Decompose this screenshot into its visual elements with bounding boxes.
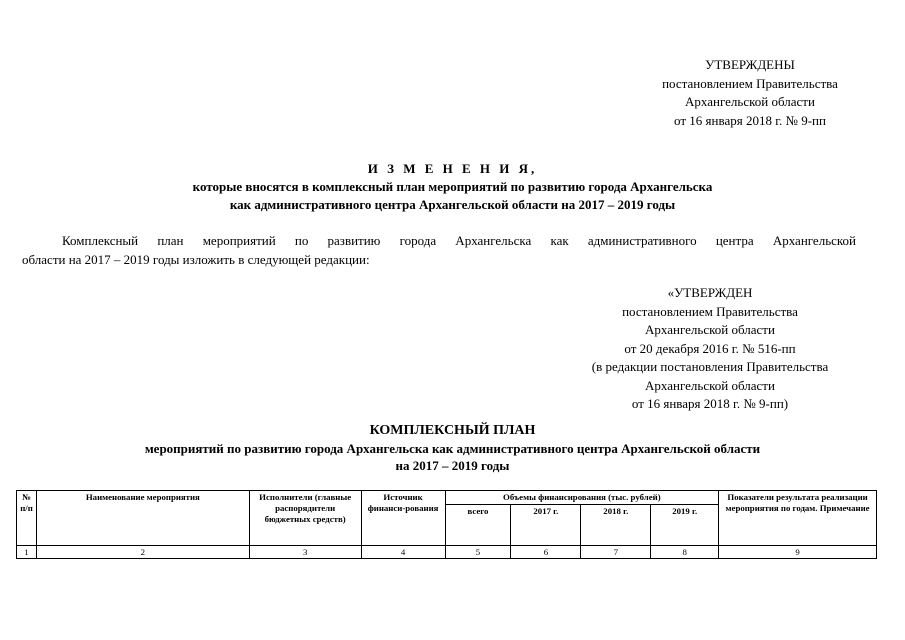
approval-line: Архангельской области [685,94,815,109]
column-number: 7 [581,546,651,559]
header-executors: Исполнители (главные распорядители бюджетных средств) [249,491,361,546]
plan-heading [60,422,845,474]
approval-stamp-2 [560,284,860,414]
plan-title: КОМПЛЕКСНЫЙ ПЛАН [369,423,536,438]
header-name: Наименование мероприятия [36,491,249,546]
intro-line: Комплексный план мероприятий по развитию города Архангельска как административного центра Архангельской [62,233,856,248]
changes-title: И З М Е Н Е Н И Я, [367,161,538,176]
approval2-line: Архангельской области [645,322,775,337]
header-source: Источник финанси-рования [361,491,445,546]
approval2-title: «УТВЕРЖДЕН [667,285,753,300]
header-num: № п/п [17,491,37,546]
table-header-row [17,491,877,505]
column-number: 3 [249,546,361,559]
intro-paragraph [22,231,856,269]
approval2-line: от 20 декабря 2016 г. № 516-пп [624,340,796,356]
approval2-line: постановлением Правительства [622,303,798,319]
changes-subtitle-line: как административного центра Архангельской области на 2017 – 2019 годы [229,197,676,212]
header-funding: Объемы финансирования (тыс. рублей) [445,491,719,505]
header-2018: 2018 г. [581,505,651,546]
table-numbering-row [17,546,877,559]
approval2-line: от 16 января 2018 г. № 9-пп) [631,396,789,411]
header-2019: 2019 г. [651,505,719,546]
column-number: 6 [511,546,581,559]
approval2-line: (в редакции постановления Правительства [591,359,829,374]
column-number: 8 [651,546,719,559]
changes-subtitle-line: которые вносятся в комплексный план мероприятий по развитию города Архангельска [192,179,713,194]
plan-subtitle-line: мероприятий по развитию города Архангельска как административного центра Архангельской области [144,441,761,456]
column-number: 9 [719,546,877,559]
column-number: 1 [17,546,37,559]
column-number: 4 [361,546,445,559]
header-total: всего [445,505,511,546]
approval-line: постановлением Правительства [662,75,838,91]
column-number: 5 [445,546,511,559]
approval-date: от 16 января 2018 г. № 9-пп [674,112,826,128]
intro-line: области на 2017 – 2019 годы изложить в следующей редакции: [22,252,370,267]
header-2017: 2017 г. [511,505,581,546]
header-indicators: Показатели результата реализации мероприятия по годам. Примечание [719,491,877,546]
approval-title: УТВЕРЖДЕНЫ [705,57,795,72]
plan-subtitle-line: на 2017 – 2019 годы [395,458,510,473]
changes-heading [100,160,805,214]
plan-table [16,490,877,559]
approval2-line: Архангельской области [645,377,775,393]
column-number: 2 [36,546,249,559]
approval-stamp [620,56,880,130]
